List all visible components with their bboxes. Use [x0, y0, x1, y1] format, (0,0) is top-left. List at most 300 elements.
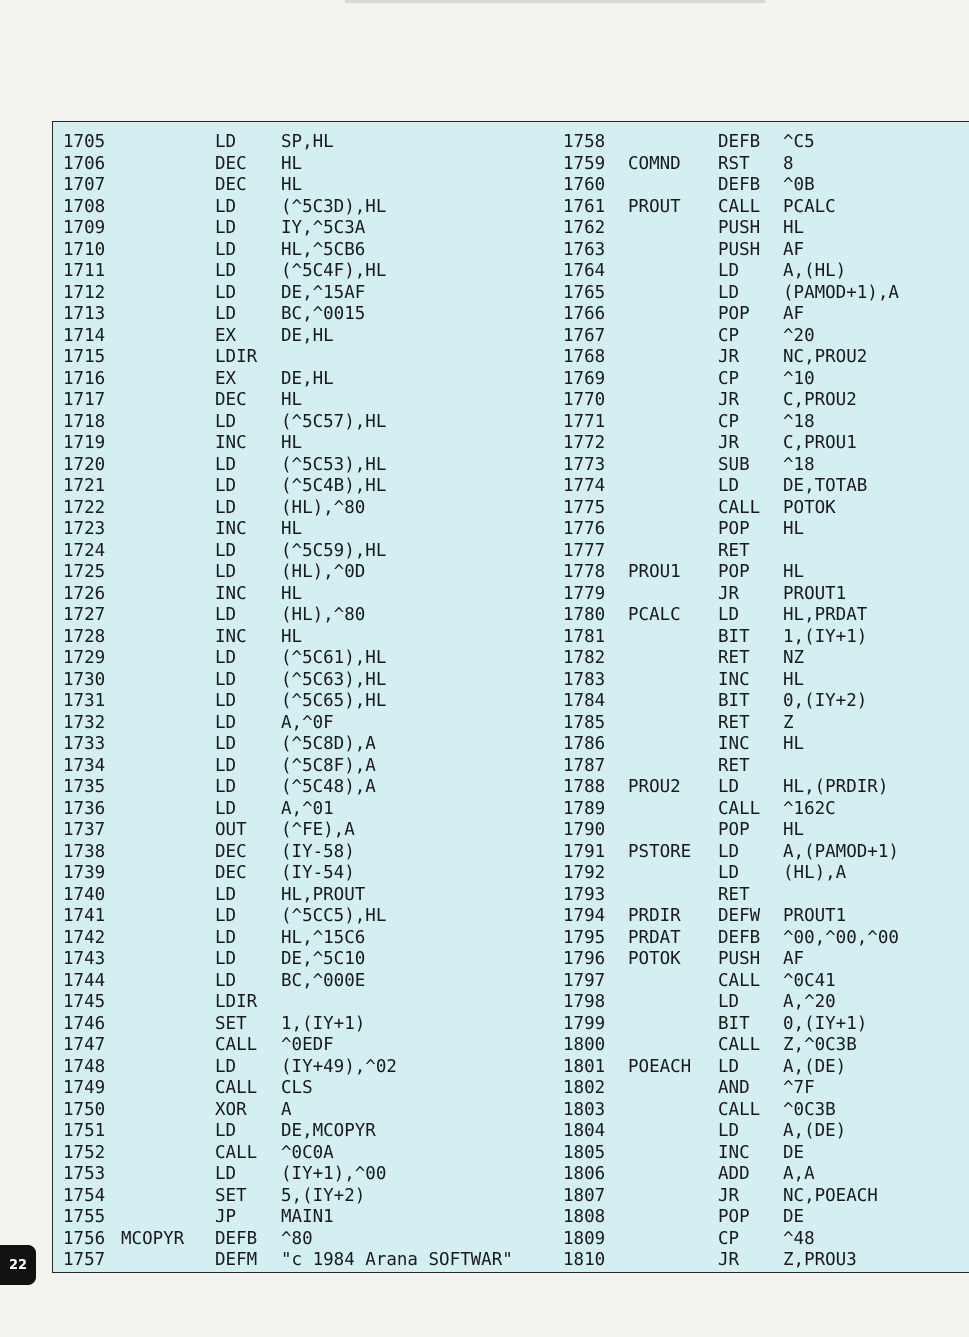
code-opcode: INC [215, 433, 247, 453]
code-opcode: DEC [215, 153, 247, 174]
code-operand: PROUT1 [783, 906, 847, 926]
code-operand: (^5C57),HL [281, 411, 387, 432]
code-opcode: INC [215, 626, 247, 647]
line-number: 1797 [563, 970, 606, 991]
line-number: 1755 [63, 1207, 106, 1227]
code-opcode: LDIR [215, 347, 258, 367]
code-operand: (PAMOD+1),A [783, 282, 899, 303]
line-number: 1762 [563, 218, 606, 238]
line-number: 1712 [63, 282, 106, 303]
code-opcode: DEFB [718, 927, 761, 948]
line-number: 1730 [63, 669, 106, 690]
code-opcode: POP [718, 820, 750, 840]
line-number: 1706 [63, 153, 106, 174]
code-operand: (HL),^0D [281, 562, 366, 582]
code-opcode: DEFB [718, 132, 761, 152]
code-opcode: DEFM [215, 1250, 258, 1270]
code-operand: ^0C3B [783, 1099, 836, 1120]
code-opcode: XOR [215, 1099, 247, 1120]
code-opcode: LD [215, 691, 237, 711]
line-number: 1718 [63, 411, 106, 432]
code-opcode: POP [718, 519, 750, 539]
code-opcode: LD [215, 1121, 237, 1141]
code-operand: DE,HL [281, 368, 334, 389]
code-operand: HL,^15C6 [281, 927, 366, 948]
code-opcode: RET [718, 755, 750, 776]
line-number: 1716 [63, 368, 106, 389]
code-opcode: PUSH [718, 218, 761, 238]
line-number: 1784 [563, 691, 606, 711]
line-number: 1770 [563, 390, 606, 410]
code-opcode: EX [215, 325, 237, 346]
code-operand: A,^20 [783, 992, 836, 1012]
code-operand: HL,PROUT [281, 884, 366, 905]
code-opcode: CALL [718, 1035, 761, 1055]
code-operand: (HL),^80 [281, 497, 366, 518]
code-opcode: RET [718, 712, 750, 733]
code-opcode: DEFB [718, 175, 761, 195]
code-opcode: DEFB [215, 1228, 258, 1249]
code-opcode: CALL [215, 1142, 258, 1163]
code-opcode: LD [718, 777, 740, 797]
code-operand: (^5C48),A [281, 777, 376, 797]
line-number: 1731 [63, 691, 106, 711]
code-operand: PROUT1 [783, 583, 847, 604]
code-opcode: BIT [718, 691, 750, 711]
code-operand: ^18 [783, 454, 815, 475]
line-number: 1738 [63, 841, 106, 862]
code-label: POTOK [628, 949, 681, 969]
code-opcode: EX [215, 368, 237, 389]
line-number: 1766 [563, 304, 606, 324]
code-opcode: SET [215, 1185, 247, 1206]
code-opcode: INC [215, 519, 247, 539]
code-operand: HL [281, 175, 303, 195]
page-number: 22 [0, 1245, 36, 1285]
code-opcode: LD [215, 304, 237, 324]
line-number: 1729 [63, 648, 106, 668]
code-operand: ^0C41 [783, 970, 836, 991]
code-operand: 0,(IY+1) [783, 1013, 868, 1034]
code-operand: Z [783, 712, 794, 733]
code-operand: (^5C8D),A [281, 734, 376, 754]
line-number: 1768 [563, 347, 606, 367]
code-operand: DE [783, 1142, 805, 1163]
line-number: 1793 [563, 884, 606, 905]
code-operand: HL [281, 519, 303, 539]
code-operand: BC,^0015 [281, 304, 366, 324]
code-label: PROU1 [628, 562, 681, 582]
code-opcode: LD [215, 1056, 237, 1077]
code-operand: 0,(IY+2) [783, 691, 868, 711]
line-number: 1804 [563, 1121, 606, 1141]
line-number: 1760 [563, 175, 606, 195]
code-operand: HL [281, 583, 303, 604]
code-operand: HL [281, 626, 303, 647]
code-operand: (IY-54) [281, 863, 355, 883]
code-opcode: LD [215, 562, 237, 582]
code-opcode: LD [215, 777, 237, 797]
line-number: 1705 [63, 132, 106, 152]
line-number: 1736 [63, 798, 106, 819]
line-number: 1801 [563, 1056, 606, 1077]
code-operand: 8 [783, 153, 794, 174]
code-operand: A,^01 [281, 798, 334, 819]
code-operand: (HL),A [783, 863, 847, 883]
line-number: 1779 [563, 583, 606, 604]
code-opcode: JR [718, 433, 740, 453]
code-opcode: PUSH [718, 949, 761, 969]
code-operand: (^5C65),HL [281, 691, 387, 711]
code-opcode: LD [718, 1056, 740, 1077]
code-opcode: JR [718, 390, 740, 410]
code-opcode: JR [718, 583, 740, 604]
code-opcode: POP [718, 304, 750, 324]
line-number: 1765 [563, 282, 606, 303]
line-number: 1803 [563, 1099, 606, 1120]
code-operand: (^FE),A [281, 820, 355, 840]
code-opcode: RET [718, 648, 750, 668]
code-operand: ^0C0A [281, 1142, 334, 1163]
line-number: 1735 [63, 777, 106, 797]
line-number: 1789 [563, 798, 606, 819]
code-opcode: LD [215, 411, 237, 432]
code-operand: (IY+49),^02 [281, 1056, 397, 1077]
code-operand: HL [281, 433, 303, 453]
code-operand: DE,HL [281, 325, 334, 346]
line-number: 1794 [563, 906, 606, 926]
code-label: PCALC [628, 605, 681, 625]
line-number: 1781 [563, 626, 606, 647]
code-operand: (^5CC5),HL [281, 906, 387, 926]
line-number: 1788 [563, 777, 606, 797]
code-opcode: JP [215, 1207, 237, 1227]
line-number: 1799 [563, 1013, 606, 1034]
code-operand: Z,^0C3B [783, 1035, 857, 1055]
code-opcode: INC [215, 583, 247, 604]
code-opcode: BIT [718, 1013, 750, 1034]
line-number: 1771 [563, 411, 606, 432]
code-opcode: CALL [215, 1078, 258, 1098]
line-number: 1727 [63, 605, 106, 625]
code-operand: (^5C59),HL [281, 540, 387, 561]
code-label: PRDIR [628, 906, 681, 926]
code-operand: Z,PROU3 [783, 1250, 857, 1270]
code-opcode: CP [718, 411, 740, 432]
line-number: 1721 [63, 476, 106, 496]
line-number: 1769 [563, 368, 606, 389]
code-operand: (^5C53),HL [281, 454, 387, 475]
code-opcode: CALL [718, 798, 761, 819]
code-operand: HL [783, 669, 805, 690]
code-operand: ^7F [783, 1078, 815, 1098]
line-number: 1742 [63, 927, 106, 948]
line-number: 1725 [63, 562, 106, 582]
code-label: PROUT [628, 196, 681, 217]
line-number: 1810 [563, 1250, 606, 1270]
code-operand: ^48 [783, 1228, 815, 1249]
code-operand: HL [281, 153, 303, 174]
line-number: 1740 [63, 884, 106, 905]
code-operand: A,(PAMOD+1) [783, 841, 899, 862]
code-operand: ^00,^00,^00 [783, 927, 899, 948]
code-opcode: JR [718, 1185, 740, 1206]
line-number: 1782 [563, 648, 606, 668]
code-opcode: DEC [215, 175, 247, 195]
code-operand: DE,^15AF [281, 282, 366, 303]
code-operand: HL [783, 820, 805, 840]
line-number: 1772 [563, 433, 606, 453]
line-number: 1808 [563, 1207, 606, 1227]
code-opcode: LD [215, 712, 237, 733]
code-opcode: RST [718, 153, 750, 174]
code-operand: ^C5 [783, 132, 815, 152]
code-label: POEACH [628, 1056, 692, 1077]
code-opcode: LD [215, 798, 237, 819]
code-opcode: LD [215, 755, 237, 776]
code-operand: CLS [281, 1078, 313, 1098]
line-number: 1761 [563, 196, 606, 217]
code-operand: ^0B [783, 175, 815, 195]
line-number: 1809 [563, 1228, 606, 1249]
code-operand: 5,(IY+2) [281, 1185, 366, 1206]
code-opcode: LD [718, 261, 740, 281]
code-opcode: LD [215, 239, 237, 260]
code-opcode: LD [215, 884, 237, 905]
code-opcode: LD [215, 454, 237, 475]
code-operand: POTOK [783, 497, 836, 518]
line-number: 1807 [563, 1185, 606, 1206]
code-operand: HL [783, 734, 805, 754]
code-opcode: SUB [718, 454, 750, 475]
code-opcode: BIT [718, 626, 750, 647]
code-opcode: RET [718, 540, 750, 561]
code-opcode: LD [718, 992, 740, 1012]
code-opcode: LD [215, 605, 237, 625]
line-number: 1777 [563, 540, 606, 561]
code-operand: ^18 [783, 411, 815, 432]
code-operand: NC,PROU2 [783, 347, 868, 367]
line-number: 1773 [563, 454, 606, 475]
code-label: COMND [628, 153, 681, 174]
line-number: 1719 [63, 433, 106, 453]
code-operand: A,(HL) [783, 261, 847, 281]
line-number: 1764 [563, 261, 606, 281]
code-operand: (^5C3D),HL [281, 196, 387, 217]
line-number: 1802 [563, 1078, 606, 1098]
line-number: 1792 [563, 863, 606, 883]
code-opcode: LD [215, 648, 237, 668]
line-number: 1756 [63, 1228, 106, 1249]
code-operand: PCALC [783, 196, 836, 217]
code-operand: DE,MCOPYR [281, 1121, 376, 1141]
code-operand: NZ [783, 648, 805, 668]
line-number: 1733 [63, 734, 106, 754]
code-opcode: ADD [718, 1164, 750, 1184]
line-number: 1747 [63, 1035, 106, 1055]
code-operand: A,(DE) [783, 1056, 847, 1077]
code-opcode: LD [215, 949, 237, 969]
code-opcode: DEC [215, 390, 247, 410]
line-number: 1767 [563, 325, 606, 346]
code-opcode: CALL [718, 1099, 761, 1120]
code-operand: MAIN1 [281, 1207, 334, 1227]
line-number: 1787 [563, 755, 606, 776]
code-operand: A,A [783, 1164, 815, 1184]
line-number: 1750 [63, 1099, 106, 1120]
code-operand: (IY+1),^00 [281, 1164, 387, 1184]
code-operand: (^5C61),HL [281, 648, 387, 668]
code-operand: "c 1984 Arana SOFTWAR" [281, 1250, 513, 1270]
code-opcode: CALL [718, 970, 761, 991]
code-operand: (^5C4F),HL [281, 261, 387, 281]
code-opcode: LD [215, 970, 237, 991]
code-operand: ^0EDF [281, 1035, 334, 1055]
line-number: 1791 [563, 841, 606, 862]
code-operand: ^162C [783, 798, 836, 819]
line-number: 1749 [63, 1078, 106, 1098]
line-number: 1724 [63, 540, 106, 561]
code-opcode: LD [718, 476, 740, 496]
code-operand: (IY-58) [281, 841, 355, 862]
code-operand: DE [783, 1207, 805, 1227]
line-number: 1786 [563, 734, 606, 754]
code-opcode: LD [718, 282, 740, 303]
code-opcode: INC [718, 734, 750, 754]
line-number: 1713 [63, 304, 106, 324]
code-operand: SP,HL [281, 132, 334, 152]
code-operand: A,(DE) [783, 1121, 847, 1141]
code-opcode: LD [215, 1164, 237, 1184]
code-operand: NC,POEACH [783, 1185, 878, 1206]
code-opcode: INC [718, 669, 750, 690]
line-number: 1795 [563, 927, 606, 948]
code-opcode: CP [718, 325, 740, 346]
code-opcode: DEFW [718, 906, 761, 926]
code-opcode: LD [215, 669, 237, 690]
code-operand: IY,^5C3A [281, 218, 366, 238]
line-number: 1708 [63, 196, 106, 217]
code-opcode: LD [215, 734, 237, 754]
code-operand: A,^0F [281, 712, 334, 733]
code-opcode: LD [215, 497, 237, 518]
line-number: 1720 [63, 454, 106, 475]
code-opcode: LD [215, 196, 237, 217]
line-number: 1707 [63, 175, 106, 195]
line-number: 1722 [63, 497, 106, 518]
line-number: 1778 [563, 562, 606, 582]
code-label: PROU2 [628, 777, 681, 797]
line-number: 1758 [563, 132, 606, 152]
code-opcode: LD [215, 476, 237, 496]
code-operand: DE,^5C10 [281, 949, 366, 969]
line-number: 1732 [63, 712, 106, 733]
line-number: 1753 [63, 1164, 106, 1184]
line-number: 1798 [563, 992, 606, 1012]
code-opcode: LD [215, 540, 237, 561]
code-operand: HL [281, 390, 303, 410]
code-operand: (^5C8F),A [281, 755, 376, 776]
code-operand: C,PROU2 [783, 390, 857, 410]
code-opcode: LD [718, 1121, 740, 1141]
code-operand: HL [783, 218, 805, 238]
code-operand: HL,PRDAT [783, 605, 868, 625]
code-opcode: CP [718, 1228, 740, 1249]
code-opcode: LD [215, 927, 237, 948]
line-number: 1776 [563, 519, 606, 539]
line-number: 1775 [563, 497, 606, 518]
line-number: 1759 [563, 153, 606, 174]
code-opcode: OUT [215, 820, 247, 840]
line-number: 1710 [63, 239, 106, 260]
line-number: 1741 [63, 906, 106, 926]
line-number: 1709 [63, 218, 106, 238]
line-number: 1726 [63, 583, 106, 604]
code-label: PRDAT [628, 927, 681, 948]
code-opcode: POP [718, 562, 750, 582]
line-number: 1746 [63, 1013, 106, 1034]
line-number: 1748 [63, 1056, 106, 1077]
code-label: PSTORE [628, 841, 692, 862]
line-number: 1800 [563, 1035, 606, 1055]
code-operand: ^10 [783, 368, 815, 389]
code-operand: (^5C63),HL [281, 669, 387, 690]
code-operand: HL,^5CB6 [281, 239, 366, 260]
line-number: 1734 [63, 755, 106, 776]
code-operand: HL [783, 519, 805, 539]
code-opcode: AND [718, 1078, 750, 1098]
line-number: 1763 [563, 239, 606, 260]
code-opcode: CALL [718, 497, 761, 518]
code-operand: (HL),^80 [281, 605, 366, 625]
line-number: 1780 [563, 605, 606, 625]
code-operand: AF [783, 304, 805, 324]
code-opcode: PUSH [718, 239, 761, 260]
code-opcode: CALL [215, 1035, 258, 1055]
line-number: 1715 [63, 347, 106, 367]
code-opcode: INC [718, 1142, 750, 1163]
line-number: 1757 [63, 1250, 106, 1270]
line-number: 1723 [63, 519, 106, 539]
code-operand: A [281, 1099, 292, 1120]
code-operand: (^5C4B),HL [281, 476, 387, 496]
code-operand: 1,(IY+1) [783, 626, 868, 647]
code-opcode: LD [718, 841, 740, 862]
line-number: 1783 [563, 669, 606, 690]
code-opcode: LDIR [215, 992, 258, 1012]
line-number: 1711 [63, 261, 106, 281]
line-number: 1805 [563, 1142, 606, 1163]
code-operand: ^80 [281, 1228, 313, 1249]
code-operand: DE,TOTAB [783, 476, 868, 496]
code-opcode: CP [718, 368, 740, 389]
code-opcode: LD [215, 261, 237, 281]
code-opcode: LD [215, 282, 237, 303]
code-opcode: JR [718, 1250, 740, 1270]
code-opcode: LD [215, 218, 237, 238]
code-opcode: POP [718, 1207, 750, 1227]
line-number: 1743 [63, 949, 106, 969]
code-label: MCOPYR [121, 1228, 185, 1249]
code-opcode: LD [215, 906, 237, 926]
code-operand: AF [783, 239, 805, 260]
line-number: 1754 [63, 1185, 106, 1206]
line-number: 1737 [63, 820, 106, 840]
line-number: 1717 [63, 390, 106, 410]
code-opcode: LD [718, 863, 740, 883]
code-operand: HL,(PRDIR) [783, 777, 889, 797]
code-opcode: SET [215, 1013, 247, 1034]
